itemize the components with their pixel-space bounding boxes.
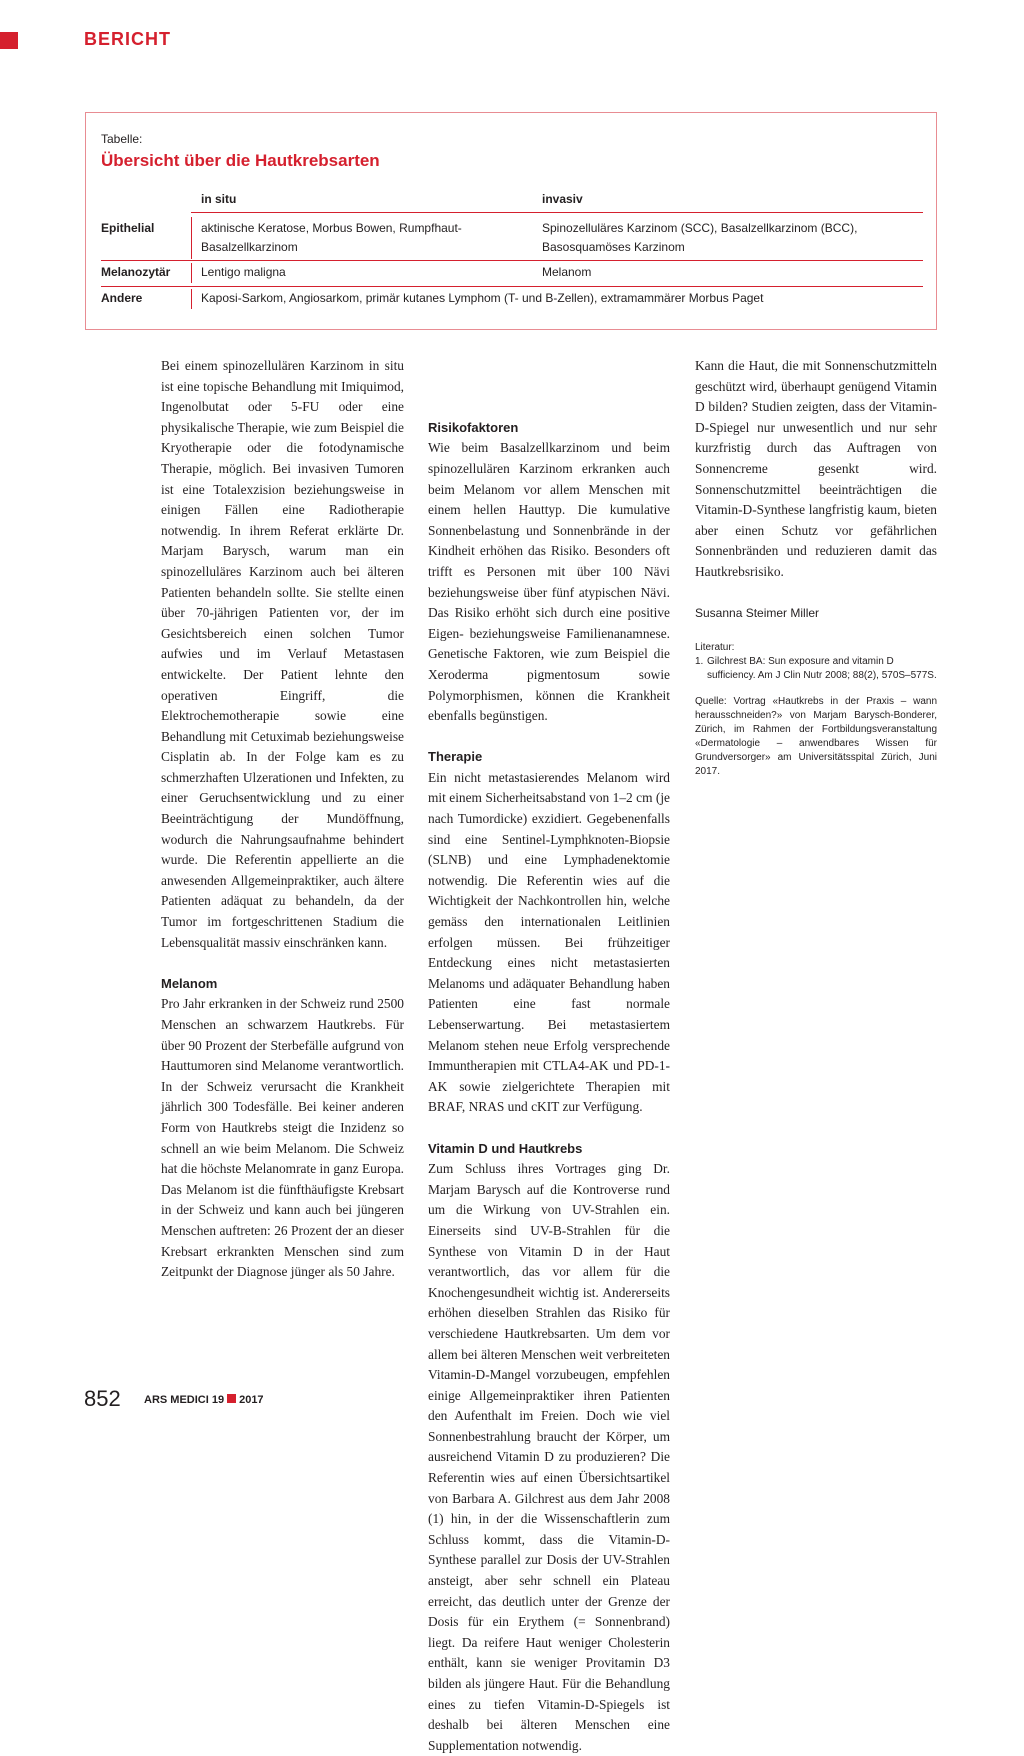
table-title: Übersicht über die Hautkrebsarten	[101, 151, 380, 170]
cell-andere: Kaposi-Sarkom, Angiosarkom, primär kutanes Lymphom (T- und B-Zellen), extramammärer Morbus Paget	[201, 291, 764, 305]
cell-melanozytaer-in-situ: Lentigo maligna	[201, 265, 286, 279]
section-label: BERICHT	[84, 29, 171, 49]
heading-risikofaktoren: Risikofaktoren	[428, 419, 519, 435]
text-column-1	[161, 356, 404, 1283]
heading-vitamin-d: Vitamin D und Hautkrebs	[428, 1140, 583, 1156]
cell-melanozytaer-invasiv: Melanom	[542, 265, 592, 279]
table-caption: Tabelle:	[101, 132, 143, 146]
col-header-invasiv: invasiv	[542, 192, 583, 206]
table-divider	[191, 263, 192, 283]
author: Susanna Steimer Miller	[695, 605, 820, 620]
cell-epithelial-invasiv-2: Basosquamöses Karzinom	[542, 240, 685, 254]
cell-epithelial-in-situ-2: Basalzellkarzinom	[201, 240, 298, 254]
row-label-epithelial: Epithelial	[101, 221, 155, 235]
journal-name: ARS MEDICI 19	[144, 1394, 225, 1406]
row-label-andere: Andere	[101, 291, 143, 305]
text-column-3	[695, 356, 937, 779]
literature-number: 1.	[695, 656, 704, 668]
paragraph: Wie beim Basalzellkarzinom und beim spinozellulären Karzinom erkranken auch beim Melanom vor allem Menschen mit einem hellen Hauttyp. Die kumulative Sonnenbelastung und Sonnenbrände in der Kindheit erhöhen das Risiko. Besonders oft trifft es Personen mit über 100 Nävi beziehungsweise über fünf atypischen Nävi. Das Risiko erhöht sich durch eine positive Eigen- beziehungsweise Familienanamnese. Genetische Faktoren, wie zum Beispiel die Xeroderma pigmentosum sowie Polymorphismen, können die Krankheit ebenfalls begünstigen.	[428, 440, 670, 724]
paragraph: Pro Jahr erkranken in der Schweiz rund 2500 Menschen an schwarzem Hautkrebs. Für über 90 Prozent der Sterbefälle aufgrund von Hauttumoren sind Melanome verantwortlich. In der Schweiz verursacht die Krankheit jährlich 300 Todesfälle. Bei keiner anderen Form von Hautkrebs steigt die Inzidenz so schnell an wie beim Melanom. Die Schweiz hat die höchste Melanomrate in ganz Europa. Das Melanom ist die fünfthäufigste Krebsart in der Schweiz und kann auch bei jüngeren Menschen auftreten: 26 Prozent der an dieser Krebsart erkrankten Menschen sind zum Zeitpunkt der Diagnose jünger als 50 Jahre.	[161, 996, 404, 1280]
table-rule	[101, 286, 923, 287]
heading-melanom: Melanom	[161, 975, 218, 991]
cell-epithelial-in-situ-1: aktinische Keratose, Morbus Bowen, Rumpfhaut-	[201, 221, 462, 235]
footer-journal	[144, 1394, 264, 1406]
paragraph: Kann die Haut, die mit Sonnenschutzmitteln geschützt wird, überhaupt genügend Vitamin D bilden? Studien zeigten, dass der Vitamin-D-Spiegel nur unwesentlich und nur sehr kurzfristig durch das Auftragen von Sonnencreme gesenkt wird. Sonnenschutzmittel beeinträchtigen die Vitamin-D-Synthese langfristig kaum, bieten aber einen Schutz vor gefährlichen Sonnenbränden und reduzieren damit das Hautkrebsrisiko.	[695, 358, 937, 579]
footer-marker	[227, 1394, 236, 1403]
literature-text: Gilchrest BA: Sun exposure and vitamin D sufficiency. Am J Clin Nutr 2008; 88(2), 570S–577S.	[707, 656, 937, 682]
page-number: 852	[84, 1386, 121, 1411]
cell-epithelial-invasiv-1: Spinozelluläres Karzinom (SCC), Basalzellkarzinom (BCC),	[542, 221, 858, 235]
text-column-2	[428, 356, 670, 1756]
literature-label: Literatur:	[695, 642, 735, 654]
paragraph: Zum Schluss ihres Vortrages ging Dr. Marjam Barysch auf die Kontroverse rund um die Wirkung von UV-Strahlen ein. Einerseits sind UV-B-Strahlen für die Synthese von Vitamin D in der Haut verantwortlich, das vor allem für die Knochengesundheit wichtig ist. Andererseits erhöhen dieselben Strahlen das Risiko für verschiedene Hautkrebsarten. Um dem vor allem bei älteren Menschen weit verbreiteten Vitamin-D-Mangel vorzubeugen, empfehlen einige Allgemeinpraktiker ihren Patienten den Aufenthalt im Freien. Doch wie viel Sonnenbestrahlung braucht der Körper, um ausreichend Vitamin D zu produzieren? Die Referentin wies auf einen Übersichtsartikel von Barbara A. Gilchrest aus dem Jahr 2008 (1) hin, in der die Wissenschaftlerin zum Schluss kommt, dass die Vitamin-D-Synthese parallel zur Dosis der UV-Strahlen ansteigt, aber sehr schnell ein Plateau erreicht, das deutlich unter der Grenze der Dosis für ein Erythem (= Sonnenbrand) liegt. Da reifere Haut weniger Cholesterin enthält, kann sie weniger Provitamin D3 bilden als jüngere Haut. Für die Behandlung eines zu tiefen Vitamin-D-Spiegels ist deshalb bei älteren Menschen eine Supplementation notwendig.	[428, 1161, 670, 1753]
heading-therapie: Therapie	[428, 749, 483, 765]
section-marker	[0, 32, 18, 49]
table-divider	[191, 217, 192, 259]
paragraph: Ein nicht metastasierendes Melanom wird mit einem Sicherheitsabstand von 1–2 cm (je nach Tumordicke) exzidiert. Gegebenenfalls sind eine Sentinel-Lymphknoten-Biopsie (SLNB) und eine Lymphadenektomie notwendig. Die Referentin wies auf die Wichtigkeit der Nachkontrollen hin, welche gemäss den internationalen Leitlinien erfolgen müssen. Bei frühzeitiger Entdeckung eines nicht metastasierten Melanoms und adäquater Behandlung haben Patienten eine fast normale Lebenserwartung. Bei metastasiertem Melanom stehen neue Erfolg versprechende Immuntherapien mit CTLA4-AK und PD-1-AK sowie zielgerichtete Therapien mit BRAF, NRAS und cKIT zur Verfügung.	[428, 769, 670, 1115]
paragraph: Bei einem spinozellulären Karzinom in situ ist eine topische Behandlung mit Imiquimod, Ingenolbutat oder 5-FU oder eine physikalische Therapie, wie zum Beispiel die Kryotherapie oder die fotodynamische Therapie, möglich. Bei invasiven Tumoren ist eine Totalexzision beziehungsweise in einigen Fällen eine Radiotherapie notwendig. In ihrem Referat erklärte Dr. Marjam Barysch, warum man ein spinozelluläres Karzinom auch bei älteren Patienten behandeln sollte. Sie stellte einen über 70-jährigen Patienten vor, der im Gesichtsbereich einen solchen Tumor aufwies und im Verlauf Metastasen entwickelte. Der Patient lehnte den operativen Eingriff, die Elektrochemotherapie sowie eine Behandlung mit Cetuximab beziehungsweise Cisplatin ab. In der Folge kam es zu schmerzhaften Ulzerationen und Infekten, zu einer Geruchsentwicklung und zu einer Beeinträchtigung der Mundöffnung, wodurch die Nahrungsaufnahme behindert wurde. Die Referentin appellierte an die anwesenden Allgemeinpraktiker, auch ältere Patienten adäquat zu behandeln, da der Tumor im fortgeschrittenen Stadium die Lebensqualität massiv einschränken kann.	[161, 358, 404, 950]
journal-year: 2017	[239, 1394, 264, 1406]
literature-item	[695, 655, 937, 683]
table-rule	[101, 260, 923, 261]
source-note: Quelle: Vortrag «Hautkrebs in der Praxis – wann herausschneiden?» von Marjam Barysch-Bonderer, Zürich, im Rahmen der Fortbildungsveranstaltung «Dermatologie – anwendbares Wissen für Grundversorger» am Universitätsspital Zürich, Juni 2017.	[695, 696, 937, 778]
table-box	[85, 112, 937, 330]
col-header-in-situ: in situ	[201, 192, 237, 206]
row-label-melanozytaer: Melanozytär	[101, 265, 171, 279]
table-divider	[191, 289, 192, 309]
table-rule	[191, 212, 923, 213]
